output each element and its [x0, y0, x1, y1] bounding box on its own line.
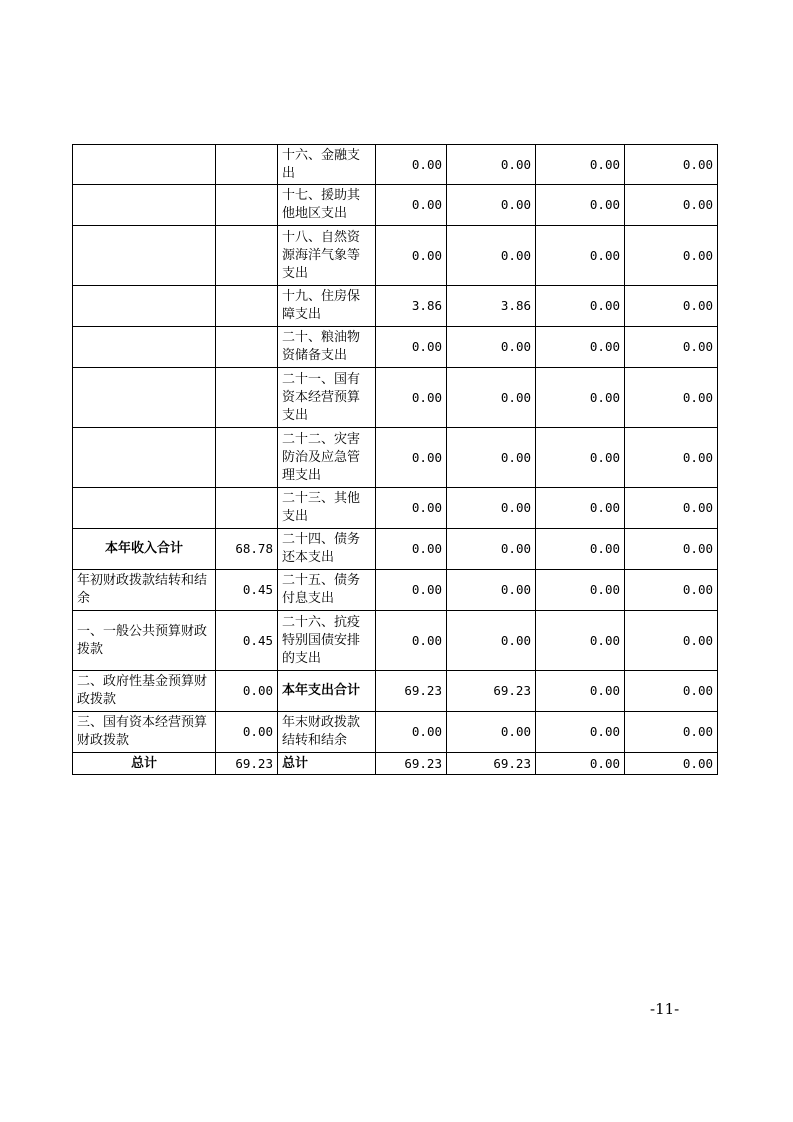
expense-item: 本年支出合计	[278, 671, 376, 712]
page-number: -11-	[650, 1000, 680, 1018]
expense-total: 0.00	[376, 327, 447, 368]
expense-total: 3.86	[376, 286, 447, 327]
income-amount	[216, 185, 278, 226]
state-capital-budget: 0.00	[625, 327, 718, 368]
state-capital-budget: 0.00	[625, 712, 718, 753]
expense-item: 二十三、其他支出	[278, 488, 376, 529]
income-item	[73, 327, 216, 368]
income-amount: 68.78	[216, 529, 278, 570]
income-amount: 0.00	[216, 671, 278, 712]
expense-item: 十八、自然资源海洋气象等支出	[278, 226, 376, 286]
expense-item: 二十六、抗疫特别国债安排的支出	[278, 611, 376, 671]
income-amount: 69.23	[216, 753, 278, 775]
income-item	[73, 286, 216, 327]
income-amount: 0.45	[216, 570, 278, 611]
gov-fund-budget: 0.00	[536, 671, 625, 712]
gov-fund-budget: 0.00	[536, 529, 625, 570]
gov-fund-budget: 0.00	[536, 712, 625, 753]
expense-item: 二十五、债务付息支出	[278, 570, 376, 611]
income-amount	[216, 226, 278, 286]
expense-item: 十九、住房保障支出	[278, 286, 376, 327]
table-row	[73, 368, 718, 428]
table-row	[73, 671, 718, 712]
budget-table	[72, 144, 718, 775]
income-amount: 0.45	[216, 611, 278, 671]
gov-fund-budget: 0.00	[536, 286, 625, 327]
income-amount	[216, 327, 278, 368]
income-amount	[216, 286, 278, 327]
expense-total: 0.00	[376, 428, 447, 488]
expense-total: 0.00	[376, 488, 447, 529]
table-row	[73, 286, 718, 327]
state-capital-budget: 0.00	[625, 428, 718, 488]
income-item	[73, 226, 216, 286]
total-row	[73, 753, 718, 775]
expense-total: 0.00	[376, 368, 447, 428]
income-item	[73, 185, 216, 226]
general-budget: 0.00	[447, 570, 536, 611]
expense-item: 二十二、灾害防治及应急管理支出	[278, 428, 376, 488]
income-item: 一、一般公共预算财政拨款	[73, 611, 216, 671]
expense-item: 二十一、国有资本经营预算支出	[278, 368, 376, 428]
expense-item: 二十、粮油物资储备支出	[278, 327, 376, 368]
general-budget: 69.23	[447, 753, 536, 775]
expense-total: 69.23	[376, 671, 447, 712]
income-item	[73, 488, 216, 529]
general-budget: 0.00	[447, 368, 536, 428]
table-row	[73, 611, 718, 671]
general-budget: 0.00	[447, 611, 536, 671]
state-capital-budget: 0.00	[625, 570, 718, 611]
income-amount	[216, 428, 278, 488]
table-row	[73, 570, 718, 611]
general-budget: 0.00	[447, 529, 536, 570]
gov-fund-budget: 0.00	[536, 753, 625, 775]
table-row	[73, 712, 718, 753]
expense-total-label: 总计	[278, 753, 376, 775]
expense-item: 十六、金融支出	[278, 145, 376, 185]
state-capital-budget: 0.00	[625, 145, 718, 185]
state-capital-budget: 0.00	[625, 286, 718, 327]
gov-fund-budget: 0.00	[536, 611, 625, 671]
income-item: 三、国有资本经营预算财政拨款	[73, 712, 216, 753]
table-row	[73, 529, 718, 570]
state-capital-budget: 0.00	[625, 671, 718, 712]
income-total-label: 总计	[73, 753, 216, 775]
expense-total: 0.00	[376, 712, 447, 753]
gov-fund-budget: 0.00	[536, 570, 625, 611]
general-budget: 0.00	[447, 712, 536, 753]
expense-total: 0.00	[376, 226, 447, 286]
expense-total: 0.00	[376, 529, 447, 570]
income-amount: 0.00	[216, 712, 278, 753]
gov-fund-budget: 0.00	[536, 226, 625, 286]
expense-total: 69.23	[376, 753, 447, 775]
general-budget: 0.00	[447, 428, 536, 488]
general-budget: 0.00	[447, 226, 536, 286]
general-budget: 0.00	[447, 488, 536, 529]
income-item: 本年收入合计	[73, 529, 216, 570]
state-capital-budget: 0.00	[625, 226, 718, 286]
income-item: 二、政府性基金预算财政拨款	[73, 671, 216, 712]
table-row	[73, 145, 718, 185]
state-capital-budget: 0.00	[625, 529, 718, 570]
general-budget: 69.23	[447, 671, 536, 712]
gov-fund-budget: 0.00	[536, 428, 625, 488]
state-capital-budget: 0.00	[625, 753, 718, 775]
general-budget: 3.86	[447, 286, 536, 327]
table-row	[73, 185, 718, 226]
state-capital-budget: 0.00	[625, 611, 718, 671]
gov-fund-budget: 0.00	[536, 185, 625, 226]
table-row	[73, 428, 718, 488]
income-amount	[216, 145, 278, 185]
income-amount	[216, 488, 278, 529]
expense-item: 年末财政拨款结转和结余	[278, 712, 376, 753]
gov-fund-budget: 0.00	[536, 145, 625, 185]
expense-total: 0.00	[376, 185, 447, 226]
income-item	[73, 368, 216, 428]
expense-total: 0.00	[376, 570, 447, 611]
expense-item: 十七、援助其他地区支出	[278, 185, 376, 226]
gov-fund-budget: 0.00	[536, 488, 625, 529]
state-capital-budget: 0.00	[625, 368, 718, 428]
table-row	[73, 488, 718, 529]
income-item	[73, 428, 216, 488]
general-budget: 0.00	[447, 185, 536, 226]
state-capital-budget: 0.00	[625, 185, 718, 226]
general-budget: 0.00	[447, 145, 536, 185]
general-budget: 0.00	[447, 327, 536, 368]
income-item: 年初财政拨款结转和结余	[73, 570, 216, 611]
income-item	[73, 145, 216, 185]
table-row	[73, 327, 718, 368]
gov-fund-budget: 0.00	[536, 327, 625, 368]
income-amount	[216, 368, 278, 428]
expense-total: 0.00	[376, 145, 447, 185]
state-capital-budget: 0.00	[625, 488, 718, 529]
table-row	[73, 226, 718, 286]
expense-total: 0.00	[376, 611, 447, 671]
expense-item: 二十四、债务还本支出	[278, 529, 376, 570]
gov-fund-budget: 0.00	[536, 368, 625, 428]
